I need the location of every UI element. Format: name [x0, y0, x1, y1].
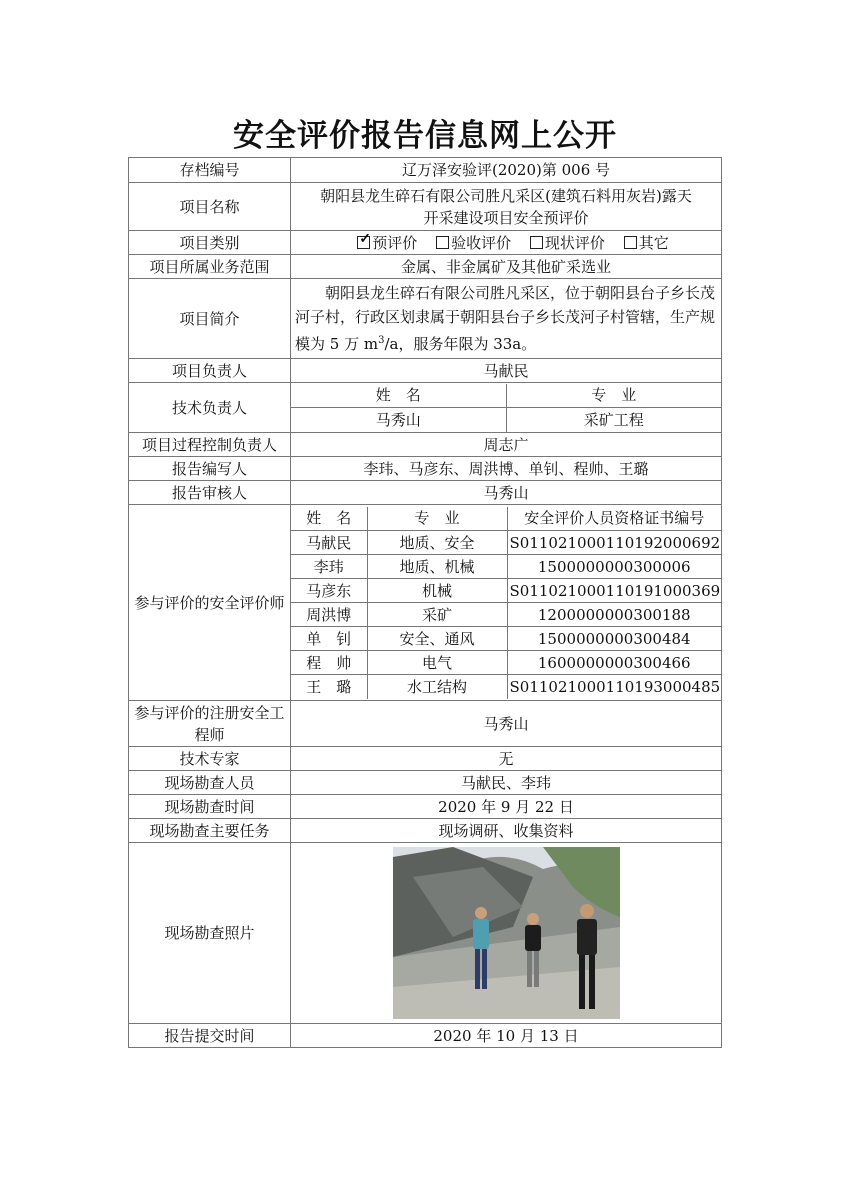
- survey-photo: [393, 847, 620, 1019]
- option-pre-eval: 预评价: [372, 233, 418, 252]
- tech-leader-col-major: 专 业: [506, 384, 721, 408]
- checkbox-acceptance-eval[interactable]: [436, 236, 449, 249]
- label-scope: 项目所属业务范围: [129, 255, 291, 279]
- eval-cert: 1600000000300466: [507, 651, 721, 675]
- checkbox-pre-eval[interactable]: [357, 236, 370, 249]
- eval-name: 马献民: [291, 531, 367, 555]
- eval-major: 地质、机械: [367, 555, 507, 579]
- value-leader: 马献民: [291, 359, 722, 383]
- row-survey-task: [129, 819, 722, 843]
- label-tech-leader: 技术负责人: [129, 383, 291, 433]
- intro-text-2: /a，服务年限为 33a。: [384, 335, 537, 353]
- row-tech-leader: [129, 383, 722, 433]
- evaluators-header-row: [291, 507, 721, 531]
- value-category: [291, 231, 722, 255]
- label-intro: 项目简介: [129, 279, 291, 359]
- evaluators-table: [291, 507, 721, 699]
- label-writers: 报告编写人: [129, 457, 291, 481]
- label-reviewer: 报告审核人: [129, 481, 291, 505]
- label-leader: 项目负责人: [129, 359, 291, 383]
- label-project-name: 项目名称: [129, 183, 291, 231]
- label-submit-time: 报告提交时间: [129, 1024, 291, 1048]
- label-archive-no: 存档编号: [129, 158, 291, 183]
- row-expert: [129, 747, 722, 771]
- tech-leader-table: [291, 384, 721, 432]
- table-row: [291, 627, 721, 651]
- eval-cert: S011021000110192000692: [507, 531, 721, 555]
- eval-cert: 1200000000300188: [507, 603, 721, 627]
- value-submit-time: 2020 年 10 月 13 日: [291, 1024, 722, 1048]
- row-writers: [129, 457, 722, 481]
- eval-major: 水工结构: [367, 675, 507, 699]
- label-reg-engineer: 参与评价的注册安全工程师: [129, 701, 291, 747]
- table-row: [291, 603, 721, 627]
- value-reg-engineer: 马秀山: [291, 701, 722, 747]
- eval-name: 王 璐: [291, 675, 367, 699]
- table-row: [291, 651, 721, 675]
- label-evaluators: [129, 505, 291, 701]
- project-name-line2: 开采建设项目安全预评价: [423, 208, 589, 227]
- eval-major: 地质、安全: [367, 531, 507, 555]
- checkbox-other[interactable]: [624, 236, 637, 249]
- label-survey-time: 现场勘查时间: [129, 795, 291, 819]
- label-survey-task: 现场勘查主要任务: [129, 819, 291, 843]
- value-archive-no: 辽万泽安验评(2020)第 006 号: [291, 158, 722, 183]
- value-expert: 无: [291, 747, 722, 771]
- eval-name: 马彦东: [291, 579, 367, 603]
- row-archive-no: [129, 158, 722, 183]
- row-evaluators: [129, 505, 722, 701]
- eval-cert: 1500000000300006: [507, 555, 721, 579]
- value-process-leader: 周志广: [291, 433, 722, 457]
- table-row: [291, 579, 721, 603]
- table-row: [291, 555, 721, 579]
- eval-major: 采矿: [367, 603, 507, 627]
- row-project-name: [129, 183, 722, 231]
- eval-name: 程 帅: [291, 651, 367, 675]
- value-reviewer: 马秀山: [291, 481, 722, 505]
- table-row: [291, 675, 721, 699]
- option-other: 其它: [638, 233, 669, 252]
- eval-cert: S011021000110193000485: [507, 675, 721, 699]
- value-scope: 金属、非金属矿及其他矿采选业: [291, 255, 722, 279]
- eval-name: 周洪博: [291, 603, 367, 627]
- value-surveyors: 马献民、李玮: [291, 771, 722, 795]
- row-category: [129, 231, 722, 255]
- row-process-leader: [129, 433, 722, 457]
- value-project-name: [291, 183, 722, 231]
- tech-leader-name: 马秀山: [291, 408, 506, 432]
- option-status-eval: 现状评价: [544, 233, 605, 252]
- eval-major: 安全、通风: [367, 627, 507, 651]
- project-name-line1: 朝阳县龙生碎石有限公司胜凡采区(建筑石料用灰岩)露天: [320, 186, 692, 205]
- value-survey-time: 2020 年 9 月 22 日: [291, 795, 722, 819]
- intro-text-1: 朝阳县龙生碎石有限公司胜凡采区，位于朝阳县台子乡长茂河子村，行政区划隶属于朝阳县台子乡长茂河子村管辖，生产规模为 5 万 m: [295, 284, 716, 353]
- row-intro: [129, 279, 722, 359]
- eval-header-cert: 安全评价人员资格证书编号: [507, 507, 721, 531]
- tech-leader-col-name: 姓 名: [291, 384, 506, 408]
- label-evaluators-text: 参与评价的安全评价师: [134, 593, 285, 612]
- label-process-leader: 项目过程控制负责人: [129, 433, 291, 457]
- checkbox-status-eval[interactable]: [530, 236, 543, 249]
- value-writers: 李玮、马彦东、周洪博、单钊、程帅、王璐: [291, 457, 722, 481]
- row-reg-engineer: [129, 701, 722, 747]
- label-surveyors: 现场勘查人员: [129, 771, 291, 795]
- row-submit-time: [129, 1024, 722, 1048]
- eval-cert: S011021000110191000369: [507, 579, 721, 603]
- row-reviewer: [129, 481, 722, 505]
- tech-leader-major: 采矿工程: [506, 408, 721, 432]
- eval-header-major: 专 业: [367, 507, 507, 531]
- eval-name: 李玮: [291, 555, 367, 579]
- row-surveyors: [129, 771, 722, 795]
- evaluators-cell: [291, 505, 722, 701]
- table-row: [291, 531, 721, 555]
- label-category: 项目类别: [129, 231, 291, 255]
- info-table: [128, 157, 722, 1048]
- eval-major: 机械: [367, 579, 507, 603]
- eval-cert: 1500000000300484: [507, 627, 721, 651]
- option-acceptance-eval: 验收评价: [451, 233, 512, 252]
- eval-name: 单 钊: [291, 627, 367, 651]
- value-intro: [291, 279, 722, 359]
- eval-major: 电气: [367, 651, 507, 675]
- label-expert: 技术专家: [129, 747, 291, 771]
- row-survey-time: [129, 795, 722, 819]
- eval-header-name: 姓 名: [291, 507, 367, 531]
- intro-sup: 3: [378, 335, 385, 346]
- tech-leader-cell: [291, 383, 722, 433]
- row-survey-photo: [129, 843, 722, 1024]
- value-survey-task: 现场调研、收集资料: [291, 819, 722, 843]
- label-survey-photo: 现场勘查照片: [129, 843, 291, 1024]
- row-scope: [129, 255, 722, 279]
- survey-photo-cell: [291, 843, 722, 1024]
- page-title: 安全评价报告信息网上公开: [233, 118, 617, 154]
- row-leader: [129, 359, 722, 383]
